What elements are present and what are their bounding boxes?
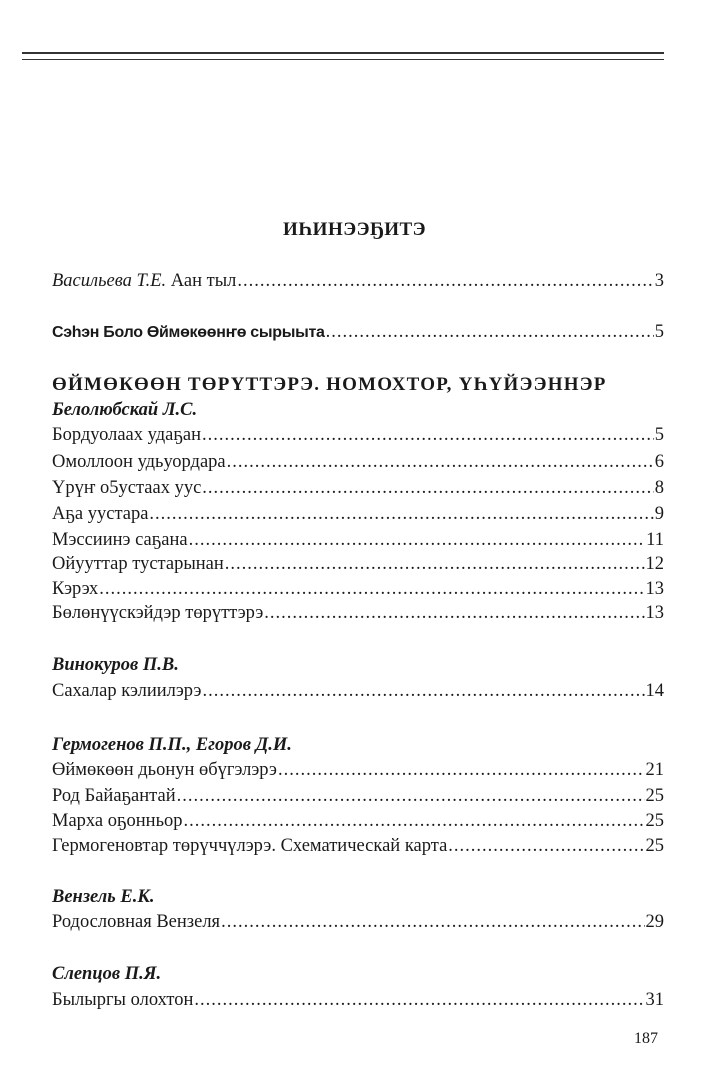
entry-title: Сэһэн Боло Өймөкөөнҥө сырыыта bbox=[52, 324, 325, 341]
toc-entry bbox=[52, 602, 664, 624]
entry-page: 6 bbox=[654, 452, 664, 472]
toc-entry bbox=[52, 759, 664, 781]
author-heading: Вензель Е.К. bbox=[52, 887, 155, 907]
entry-title: Үрүҥ о5устаах уус bbox=[52, 478, 202, 498]
entry-page: 29 bbox=[645, 912, 664, 932]
dot-leader bbox=[99, 578, 644, 600]
toc-entry bbox=[52, 451, 664, 473]
top-double-rule bbox=[22, 52, 664, 54]
toc-entry bbox=[52, 553, 664, 575]
entry-title: Сахалар кэлиилэрэ bbox=[52, 681, 202, 701]
dot-leader bbox=[264, 602, 644, 624]
entry-page: 31 bbox=[645, 990, 664, 1010]
toc-entry bbox=[52, 835, 664, 857]
entry-author: Васильева Т.Е. bbox=[52, 271, 167, 291]
entry-page: 9 bbox=[654, 504, 664, 524]
dot-leader bbox=[221, 911, 644, 933]
entry-title: Ойууттар тустарынан bbox=[52, 554, 224, 574]
entry-title: Родословная Вензеля bbox=[52, 912, 221, 932]
author-heading: Слепцов П.Я. bbox=[52, 964, 162, 984]
author-heading: Гермогенов П.П., Егоров Д.И. bbox=[52, 735, 292, 755]
dot-leader bbox=[237, 270, 653, 292]
toc-entry bbox=[52, 270, 664, 292]
entry-page: 11 bbox=[646, 530, 664, 550]
toc-entry bbox=[52, 529, 664, 551]
entry-title: Аҕа уустара bbox=[52, 504, 149, 524]
page-title: ИҺИНЭЭҔИТЭ bbox=[282, 219, 427, 240]
dot-leader bbox=[194, 989, 644, 1011]
dot-leader bbox=[278, 759, 645, 781]
entry-title: Мэссиинэ саҕана bbox=[52, 530, 188, 550]
author-heading: Винокуров П.В. bbox=[52, 655, 179, 675]
entry-page: 13 bbox=[645, 579, 664, 599]
toc-entry bbox=[52, 477, 664, 499]
dot-leader bbox=[202, 477, 653, 499]
dot-leader bbox=[184, 810, 645, 832]
toc-entry bbox=[52, 911, 664, 933]
top-double-rule-thin bbox=[22, 59, 664, 60]
toc-entry bbox=[52, 989, 664, 1011]
entry-title: Марха оҕонньор bbox=[52, 811, 183, 831]
entry-page: 8 bbox=[654, 478, 664, 498]
dot-leader bbox=[227, 451, 654, 473]
entry-title: Гермогеновтар төрүччүлэрэ. Схематическай карта bbox=[52, 836, 448, 856]
toc-entry bbox=[52, 785, 664, 807]
entry-page: 5 bbox=[654, 425, 664, 445]
entry-title: Өймөкөөн дьонун өбүгэлэрэ bbox=[52, 760, 277, 780]
dot-leader bbox=[225, 553, 645, 575]
toc-entry bbox=[52, 503, 664, 525]
entry-page: 25 bbox=[645, 836, 664, 856]
entry-title: Аан тыл bbox=[170, 271, 237, 291]
dot-leader bbox=[202, 680, 644, 702]
author-heading: Белолюбскай Л.С. bbox=[52, 400, 198, 420]
toc-entry bbox=[52, 424, 664, 446]
entry-title: Бордуолаах удаҕан bbox=[52, 425, 201, 445]
entry-page: 3 bbox=[654, 271, 664, 291]
entry-page: 13 bbox=[645, 603, 664, 623]
entry-title: Род Байаҕантай bbox=[52, 786, 176, 806]
dot-leader bbox=[202, 424, 654, 446]
entry-title: Былыргы олохтон bbox=[52, 990, 194, 1010]
dot-leader bbox=[326, 321, 654, 343]
entry-page: 21 bbox=[645, 760, 664, 780]
entry-title: Омоллоон удьуордара bbox=[52, 452, 226, 472]
toc-entry bbox=[52, 578, 664, 600]
entry-page: 5 bbox=[654, 322, 664, 342]
dot-leader bbox=[149, 503, 653, 525]
page-number: 187 bbox=[634, 1030, 658, 1047]
entry-page: 25 bbox=[645, 786, 664, 806]
dot-leader bbox=[189, 529, 646, 551]
dot-leader bbox=[177, 785, 645, 807]
section-heading: ӨЙМӨКӨӨН ТӨРҮТТЭРЭ. НОМОХТОР, ҮҺҮЙЭЭННЭР bbox=[52, 374, 607, 395]
entry-title: Кэрэх bbox=[52, 579, 99, 599]
entry-page: 14 bbox=[645, 681, 664, 701]
toc-entry bbox=[52, 321, 664, 344]
dot-leader bbox=[448, 835, 644, 857]
entry-page: 25 bbox=[645, 811, 664, 831]
toc-entry bbox=[52, 810, 664, 832]
entry-page: 12 bbox=[645, 554, 664, 574]
toc-entry bbox=[52, 680, 664, 702]
entry-title: Бөлөнүүскэйдэр төрүттэрэ bbox=[52, 603, 264, 623]
